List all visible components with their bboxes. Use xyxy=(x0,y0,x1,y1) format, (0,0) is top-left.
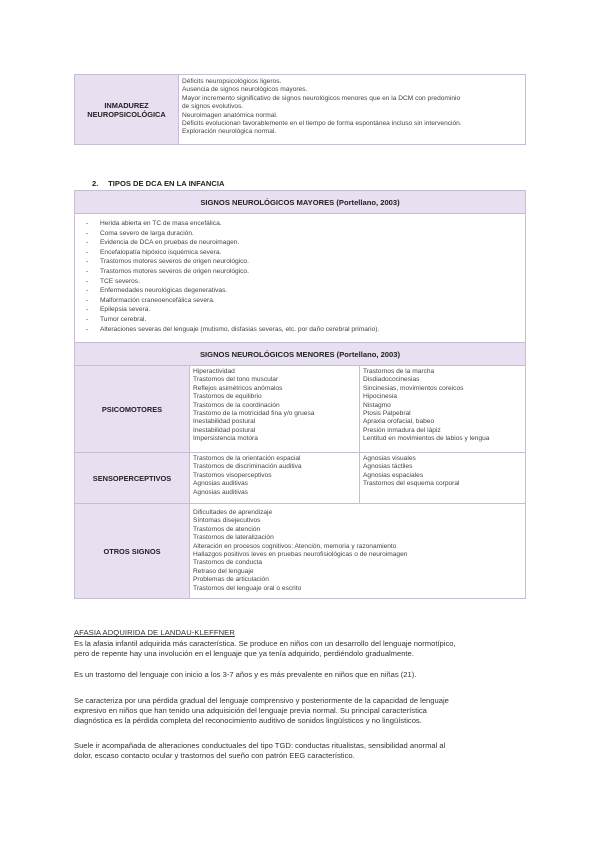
psicomotores-col1 xyxy=(190,366,360,453)
sensoperceptivos-col2 xyxy=(360,453,526,504)
list-item: Ptosis Palpebral xyxy=(363,410,411,418)
list-item: Síntomas disejecutivos xyxy=(193,517,261,525)
mayores-header: SIGNOS NEUROLÓGICOS MAYORES (Portellano, 2003) xyxy=(75,191,526,214)
list-item: Trastornos de conducta xyxy=(193,559,263,567)
list-item: Nistagmo xyxy=(363,401,391,409)
list-item: Disdiadococinesias xyxy=(363,376,420,384)
list-item: Problemas de articulación xyxy=(193,576,269,584)
paragraph-line: diagnóstica es la pérdida completa del reconocimiento auditivo de sonidos lingüísticos y no lingüísticos. xyxy=(74,716,422,725)
list-item: - Coma severo de larga duración. xyxy=(86,229,524,239)
afasia-paragraph-2 xyxy=(74,670,526,680)
sensoperceptivos-col1 xyxy=(190,453,360,504)
list-item: Trastornos de discriminación auditiva xyxy=(193,463,302,471)
psicomotores-label: PSICOMOTORES xyxy=(75,366,190,453)
content-line: Exploración neurológica normal. xyxy=(182,128,277,136)
list-item: Agnosias auditivas xyxy=(193,480,248,488)
list-item: Trastornos del lenguaje oral o escrito xyxy=(193,584,302,592)
list-item: - TCE severos. xyxy=(86,277,524,287)
list-item: - Trastornos motores severos de origen neurológico. xyxy=(86,267,524,277)
content-line: Neuroimagen anatómica normal. xyxy=(182,111,278,119)
list-item: - Malformación craneoencefálica severa. xyxy=(86,296,524,306)
section-title: TIPOS DE DCA EN LA INFANCIA xyxy=(108,179,225,188)
afasia-paragraph-4 xyxy=(74,741,526,761)
signos-table xyxy=(74,190,526,599)
otros-label: OTROS SIGNOS xyxy=(75,504,190,599)
list-item: Sincinesias, movimientos coreicos xyxy=(363,384,464,392)
list-item: - Herida abierta en TC de masa encefálica. xyxy=(86,219,524,229)
list-item: Reflejos asimétricos anómalos xyxy=(193,384,283,392)
list-item: Trastornos de lateralización xyxy=(193,534,274,542)
list-item: Trastornos visoperceptivos xyxy=(193,471,272,479)
list-item: Alteración en procesos cognitivos: Atención, memoria y razonamiento xyxy=(193,542,397,550)
list-item: Inestabilidad postural xyxy=(193,418,256,426)
list-item: Trastornos de la coordinación xyxy=(193,401,280,409)
paragraph-line: expresivo en niños que han tenido una adquisición del lenguaje previa normal. Su principal característica xyxy=(74,706,427,715)
list-item: - Alteraciones severas del lenguaje (mutismo, disfasias severas, etc. por daño cerebral primario). xyxy=(86,325,524,335)
label-line: NEUROPSICOLÓGICA xyxy=(87,109,166,119)
content-line: Ausencia de signos neurológicos mayores. xyxy=(182,86,308,94)
list-item: - Encefalopatía hipóxico isquémica severa. xyxy=(86,248,524,258)
paragraph-line: Se caracteriza por una pérdida gradual del lenguaje comprensivo y posteriormente de la capacidad de lenguaje xyxy=(74,696,449,705)
paragraph-line: Suele ir acompañada de alteraciones conductuales del tipo TGD: conductas ritualistas, sensibilidad anormal al xyxy=(74,741,446,750)
section-number: 2. xyxy=(92,179,99,188)
content-line: Déficits neuropsicológicos ligeros. xyxy=(182,78,282,85)
otros-list xyxy=(190,504,526,599)
list-item: Apraxia orofacial, babeo xyxy=(363,418,435,426)
list-item: Trastornos del esquema corporal xyxy=(363,480,460,488)
list-item: Agnosias visuales xyxy=(363,455,416,462)
list-item: Trastornos de equilibrio xyxy=(193,393,262,401)
list-item: Trastornos de la marcha xyxy=(363,368,435,375)
list-item: Retraso del lenguaje xyxy=(193,567,254,575)
content-line: Mayor incremento significativo de signos neurológicos menores que en la DCM con predominio xyxy=(182,94,461,102)
inmadurez-content xyxy=(179,75,526,145)
list-item: Hiperactividad xyxy=(193,368,235,375)
content-line: Déficits evolucionan favorablemente en el tiempo de forma espontánea incluso sin intervención. xyxy=(182,120,462,128)
list-item: Agnosias espaciales xyxy=(363,471,424,479)
label-line: INMADUREZ xyxy=(104,100,149,110)
list-item: - Tumor cerebral. xyxy=(86,315,524,325)
afasia-paragraph-3 xyxy=(74,696,526,726)
psicomotores-col2 xyxy=(360,366,526,453)
list-item: - Epilepsia severa. xyxy=(86,305,524,315)
list-item: - Evidencia de DCA en pruebas de neuroimagen. xyxy=(86,238,524,248)
afasia-paragraph-1 xyxy=(74,639,526,659)
list-item: Agnosias auditivas xyxy=(193,488,248,496)
sensoperceptivos-label: SENSOPERCEPTIVOS xyxy=(75,453,190,504)
neuropsych-table xyxy=(74,74,526,145)
list-item: Trastornos de atención xyxy=(193,525,261,533)
list-item: Dificultades de aprendizaje xyxy=(193,509,273,516)
section-heading xyxy=(92,179,224,188)
menores-header: SIGNOS NEUROLÓGICOS MENORES (Portellano, 2003) xyxy=(75,343,526,366)
list-item: - Trastornos motores severos de origen neurológico. xyxy=(86,257,524,267)
list-item: - Enfermedades neurológicas degenerativas. xyxy=(86,286,524,296)
paragraph-line: dolor, escaso contacto ocular y trastornos del sueño con patrón EEG característico. xyxy=(74,751,355,760)
list-item: Inestabilidad postural xyxy=(193,426,256,434)
list-item: Trastornos de la orientación espacial xyxy=(193,455,301,462)
content-line: de signos evolutivos. xyxy=(182,103,244,111)
mayores-list-cell xyxy=(75,214,526,343)
mayores-list xyxy=(76,215,524,338)
inmadurez-label xyxy=(75,75,179,145)
list-item: Impersistencia motora xyxy=(193,435,258,443)
list-item: Hipocinesia xyxy=(363,393,398,401)
list-item: Presión inmadura del lápiz xyxy=(363,426,441,434)
paragraph-line: Es la afasia infantil adquirida más característica. Se produce en niños con un desarrollo del lenguaje normotípico, xyxy=(74,639,456,648)
paragraph-line: Es un trastorno del lenguaje con inicio a los 3-7 años y es más prevalente en niños que en niñas (21). xyxy=(74,670,417,679)
list-item: Lentitud en movimientos de labios y lengua xyxy=(363,435,490,443)
list-item: Trastorno de la motricidad fina y/o gruesa xyxy=(193,410,315,418)
list-item: Agnosias táctiles xyxy=(363,463,413,471)
paragraph-line: pero de repente hay una involución en el lenguaje que ya tenía adquirido, perdiéndolo gradualmente. xyxy=(74,649,414,658)
afasia-title: AFASIA ADQUIRIDA DE LANDAU-KLEFFNER xyxy=(74,628,235,637)
list-item: Hallazgos positivos leves en pruebas neurofisiológicas o de neuroimagen xyxy=(193,551,408,559)
list-item: Trastornos del tono muscular xyxy=(193,376,279,384)
